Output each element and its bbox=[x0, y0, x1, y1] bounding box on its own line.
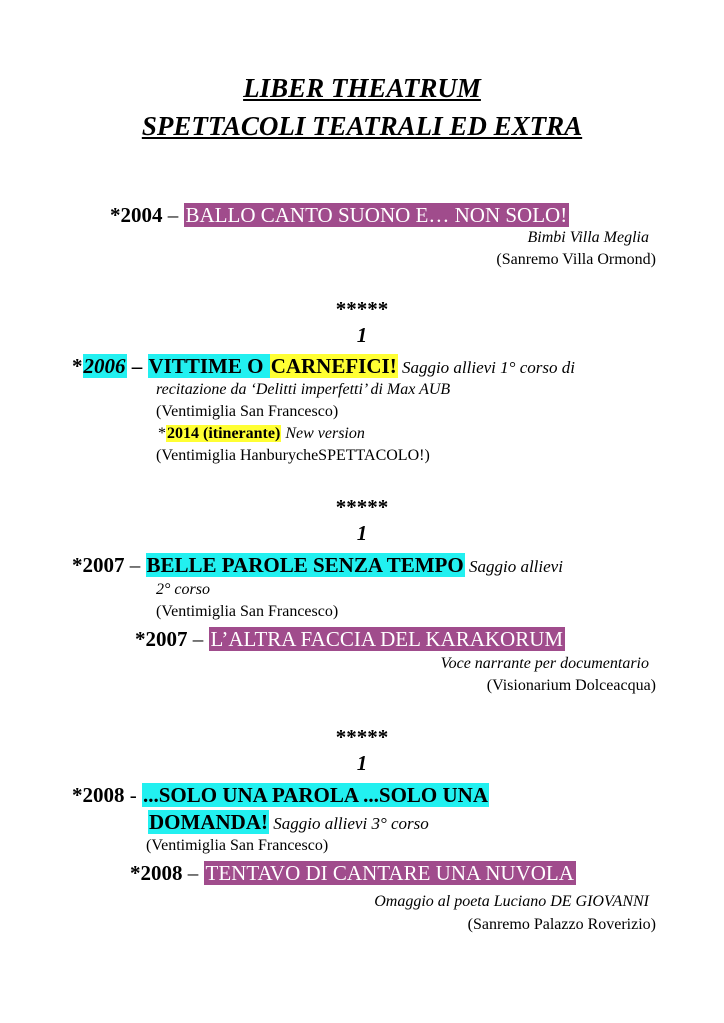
entry-2008b-heading bbox=[130, 860, 576, 886]
revival-star: * bbox=[158, 425, 166, 442]
entry-title: BALLO CANTO SUONO E… NON SOLO! bbox=[185, 203, 568, 227]
entry-title-line2: DOMANDA! bbox=[149, 810, 268, 834]
entry-2004-place: (Sanremo Villa Ormond) bbox=[496, 251, 656, 268]
entry-dash: – bbox=[182, 861, 204, 885]
entry-description: Saggio allievi bbox=[464, 557, 563, 576]
entry-2006-place2: (Ventimiglia HanburycheSPETTACOLO!) bbox=[156, 447, 430, 464]
entry-title-line1: ...SOLO UNA PAROLA ...SOLO UNA bbox=[143, 783, 488, 807]
entry-2007a-heading bbox=[72, 552, 563, 580]
entry-dash: – bbox=[162, 203, 184, 227]
entry-2008a-place: (Ventimiglia San Francesco) bbox=[146, 837, 329, 854]
entry-dash: – bbox=[124, 553, 146, 577]
page-title-line2: SPETTACOLI TEATRALI ED EXTRA bbox=[141, 111, 583, 141]
entry-title: TENTAVO DI CANTARE UNA NUVOLA bbox=[205, 861, 574, 885]
entry-title: L’ALTRA FACCIA DEL KARAKORUM bbox=[210, 627, 564, 651]
entry-year: *2004 bbox=[110, 203, 163, 227]
entry-2006-heading bbox=[72, 353, 575, 381]
entry-year: *2008 bbox=[130, 861, 183, 885]
entry-star: * bbox=[72, 354, 83, 378]
entry-2007a-description-cont: 2° corso bbox=[156, 581, 210, 598]
entry-2006-revival bbox=[158, 424, 365, 444]
entry-description: Saggio allievi 3° corso bbox=[268, 814, 429, 833]
page-title-line1: LIBER THEATRUM bbox=[243, 73, 481, 103]
separator: ***** bbox=[335, 725, 389, 749]
entry-title-part1: VITTIME O bbox=[148, 354, 269, 378]
entry-dash: – bbox=[126, 354, 148, 378]
separator: ***** bbox=[335, 495, 389, 519]
entry-2008b-place: (Sanremo Palazzo Roverizio) bbox=[467, 916, 656, 933]
entry-dash: – bbox=[187, 627, 209, 651]
section-number: 1 bbox=[356, 323, 368, 347]
entry-2007b-place: (Visionarium Dolceacqua) bbox=[486, 677, 656, 694]
entry-dash: - bbox=[124, 783, 142, 807]
separator: ***** bbox=[335, 297, 389, 321]
entry-2008a-heading-cont bbox=[148, 809, 429, 837]
entry-year: *2007 bbox=[72, 553, 125, 577]
entry-2008a-heading bbox=[72, 782, 489, 808]
entry-2007b-subtitle: Voce narrante per documentario bbox=[440, 655, 649, 672]
section-number: 1 bbox=[356, 521, 368, 545]
revival-description: New version bbox=[281, 425, 365, 442]
entry-2007a-place: (Ventimiglia San Francesco) bbox=[156, 603, 339, 620]
entry-2006-place: (Ventimiglia San Francesco) bbox=[156, 403, 339, 420]
entry-description: Saggio allievi 1° corso di bbox=[397, 358, 575, 377]
entry-2008b-subtitle: Omaggio al poeta Luciano DE GIOVANNI bbox=[374, 893, 649, 910]
revival-year: 2014 (itinerante) bbox=[167, 425, 281, 442]
entry-year: *2007 bbox=[135, 627, 188, 651]
entry-2004-subtitle: Bimbi Villa Meglia bbox=[527, 229, 649, 246]
entry-title-part2: CARNEFICI! bbox=[270, 354, 397, 378]
section-number: 1 bbox=[356, 751, 368, 775]
entry-2007b-heading bbox=[135, 626, 565, 652]
entry-2006-description-cont: recitazione da ‘Delitti imperfetti’ di Max AUB bbox=[156, 381, 451, 398]
entry-title: BELLE PAROLE SENZA TEMPO bbox=[146, 553, 464, 577]
entry-year: 2006 bbox=[83, 354, 126, 378]
entry-year: *2008 bbox=[72, 783, 125, 807]
entry-2004-heading bbox=[110, 202, 569, 228]
